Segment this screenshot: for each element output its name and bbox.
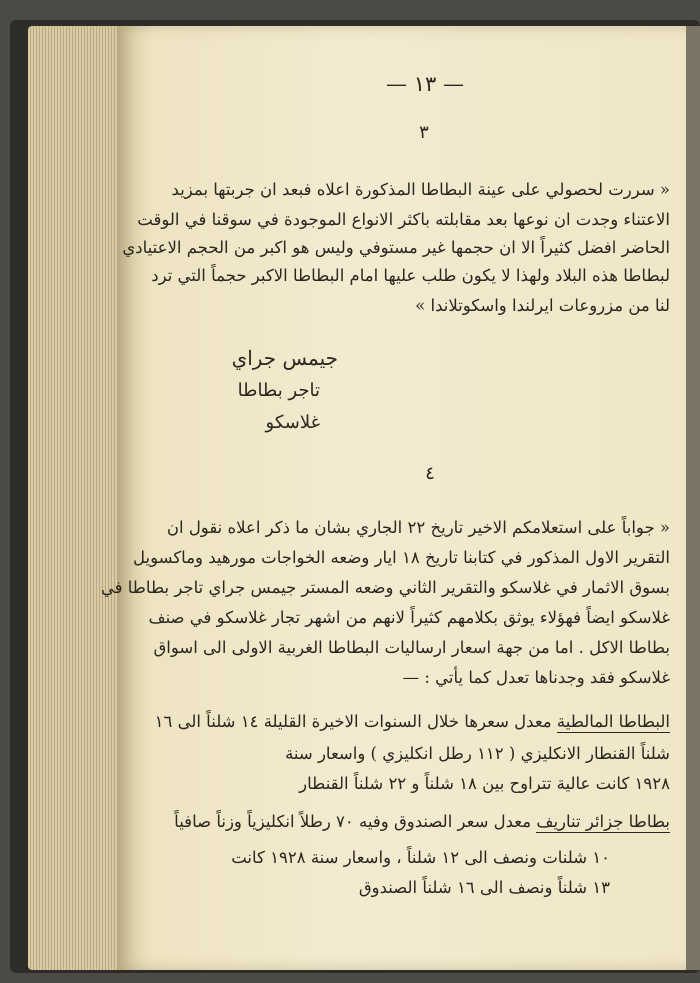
canary-line-1 xyxy=(174,812,670,831)
section3-line-3: الحاضر افضل كثيراً الا ان حجمها غير مستوفي وليس هو اكبر من الحجم الاعتيادي xyxy=(122,238,670,257)
section4-line-6: غلاسكو فقد وجدناها تعدل كما يأتي : — xyxy=(402,668,670,687)
canary-line-2: ١٠ شلنات ونصف الى ١٢ شلناً ، واسعار سنة ١٩٢٨ كانت xyxy=(231,848,610,867)
page-number: — ١٣ — xyxy=(386,72,464,96)
section4-line-3: بسوق الاثمار في غلاسكو والتقرير الثاني وضعه المستر جيمس جراي تاجر بطاطا في xyxy=(100,578,670,597)
section4-line-2: التقرير الاول المذكور في كتابنا تاريخ ١٨ ايار وضعه الخواجات مورهيد وماكسويل xyxy=(133,548,670,567)
signature-title: تاجر بطاطا xyxy=(237,380,320,401)
section4-line-1: « جواباً على استعلامكم الاخير تاريخ ٢٢ الجاري بشان ما ذكر اعلاه نقول ان xyxy=(166,518,670,537)
section-number-4: ٤ xyxy=(425,463,435,484)
section4-line-4: غلاسكو ايضاً فهؤلاء يوثق بكلامهم كثيراً لانهم من اشهر تجار غلاسكو في صنف xyxy=(148,608,670,627)
signature-city: غلاسكو xyxy=(265,412,320,433)
maltese-line-1 xyxy=(155,712,670,731)
maltese-label: البطاطا المالطية xyxy=(556,712,670,731)
section3-line-4: لبطاطا هذه البلاد ولهذا لا يكون طلب عليها امام البطاطا الاكبر حجماً التي ترد xyxy=(151,266,670,285)
canary-label: بطاطا جزائر تناريف xyxy=(536,812,670,831)
canary-line-3: ١٣ شلناً ونصف الى ١٦ شلناً الصندوق xyxy=(358,878,610,897)
page-right-edge xyxy=(686,26,700,970)
section3-line-1: « سررت لحصولي على عينة البطاطا المذكورة اعلاه فبعد ان جربتها بمزيد xyxy=(171,180,670,199)
section3-line-5: لنا من مزروعات ايرلندا واسكوتلاندا » xyxy=(415,296,670,315)
signature-name: جيمس جراي xyxy=(231,346,338,370)
maltese-line-3: ١٩٢٨ كانت عالية تتراوح بين ١٨ شلناً و ٢٢ شلناً القنطار xyxy=(299,774,670,793)
section3-line-2: الاعتناء وجدت ان نوعها بعد مقابلته باكثر الانواع الموجودة في سوقنا في الوقت xyxy=(137,210,670,229)
section4-line-5: بطاطا الاكل . اما من جهة اسعار ارساليات البطاطا الغربية الاولى الى اسواق xyxy=(153,638,670,657)
canary-line-1-text: معدل سعر الصندوق وفيه ٧٠ رطلاً انكليزياً وزناً صافياً xyxy=(174,812,532,831)
maltese-line-2: شلناً القنطار الانكليزي ( ١١٢ رطل انكليزي ) واسعار سنة xyxy=(285,744,670,763)
maltese-line-1-text: معدل سعرها خلال السنوات الاخيرة القليلة ١٤ شلناً الى ١٦ xyxy=(154,712,552,731)
section-number-3: ٣ xyxy=(419,122,429,143)
page-edges xyxy=(28,26,128,970)
